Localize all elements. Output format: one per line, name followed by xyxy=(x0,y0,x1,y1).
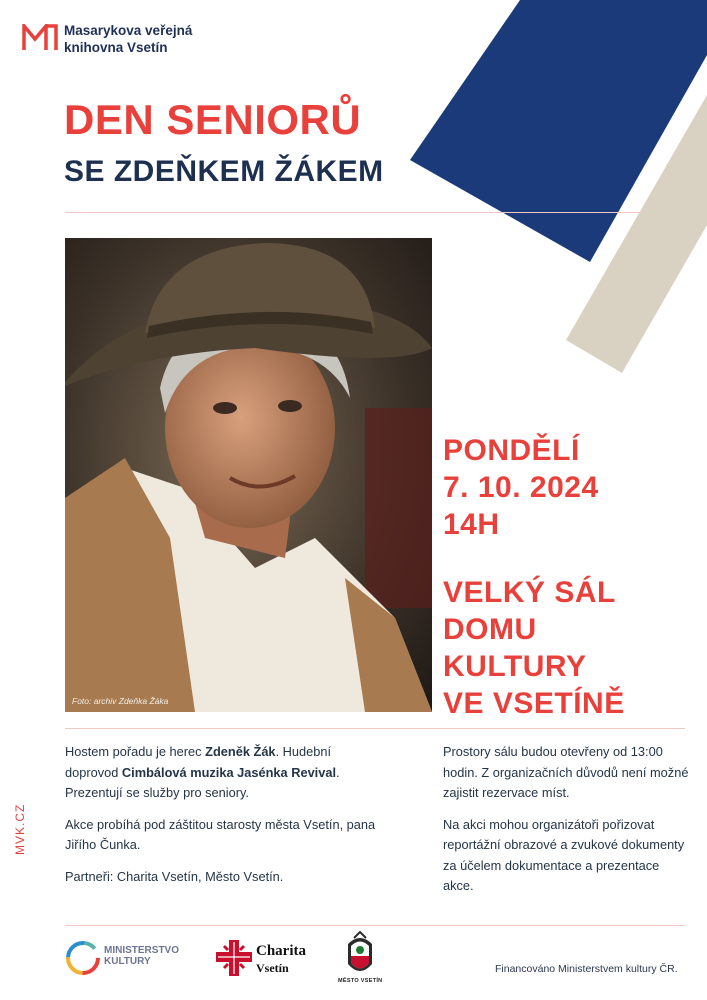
top-divider xyxy=(65,212,642,213)
ministry-line2: KULTURY xyxy=(104,956,151,967)
description-paragraph xyxy=(65,742,385,804)
description-right xyxy=(443,742,693,908)
ministry-name xyxy=(104,945,179,967)
recording-paragraph: Na akci mohou organizátoři pořizovat reportážní obrazové a zvukové dokumenty za účelem dokumentace a prezentace akce. xyxy=(443,816,685,893)
event-date: 7. 10. 2024 xyxy=(443,471,599,504)
ministry-logo-icon xyxy=(65,938,105,978)
bottom-divider xyxy=(65,925,685,926)
event-place xyxy=(443,574,625,722)
page-subtitle: SE ZDEŇKEM ŽÁKEM xyxy=(64,155,384,188)
ministry-line1: MINISTERSTVO xyxy=(104,945,180,956)
guest-name: Zdeněk Žák xyxy=(205,744,276,759)
library-name-line2: knihovna Vsetín xyxy=(64,40,168,55)
funding-note: Financováno Ministerstvem kultury ČR. xyxy=(495,963,678,975)
description-left xyxy=(65,742,385,898)
place-line: DOMU xyxy=(443,613,537,646)
website-url[interactable]: MVK.CZ xyxy=(13,803,27,855)
portrait-photo xyxy=(65,238,432,712)
charita-name xyxy=(256,943,306,977)
library-name-line1: Masarykova veřejná xyxy=(64,23,193,38)
opening-paragraph: Prostory sálu budou otevřeny od 13:00 hodin. Z organizačních důvodů není možné zajistit rezervace míst. xyxy=(443,744,689,800)
event-time: 14H xyxy=(443,508,500,541)
text-span: . Hudební doprovod xyxy=(65,744,332,780)
photo-caption: Foto: archiv Zdeňka Žáka xyxy=(72,696,169,706)
text-span: Hostem pořadu je herec xyxy=(65,744,206,759)
place-line: KULTURY xyxy=(443,650,587,683)
text-span: . Prezentují se služby pro seniory. xyxy=(65,764,340,800)
band-name: Cimbálová muzika Jasénka Revival xyxy=(121,764,337,780)
town-name: MĚSTO VSETÍN xyxy=(338,978,383,984)
library-logo-icon xyxy=(22,24,58,52)
event-datetime xyxy=(443,432,599,543)
place-line: VELKÝ SÁL xyxy=(443,576,616,609)
partners-paragraph: Partneři: Charita Vsetín, Město Vsetín. xyxy=(65,868,284,884)
place-line: VE VSETÍNĚ xyxy=(443,687,625,720)
library-name xyxy=(64,22,192,56)
charita-cross-icon xyxy=(214,938,254,978)
event-day: PONDĚLÍ xyxy=(443,434,580,467)
patronage-paragraph: Akce probíhá pod záštitou starosty města Vsetín, pana Jiřího Čunka. xyxy=(65,816,376,852)
middle-divider xyxy=(65,728,685,729)
charita-line1: Charita xyxy=(256,943,306,959)
page-title: DEN SENIORŮ xyxy=(64,96,362,143)
charita-line2: Vsetín xyxy=(256,961,289,975)
